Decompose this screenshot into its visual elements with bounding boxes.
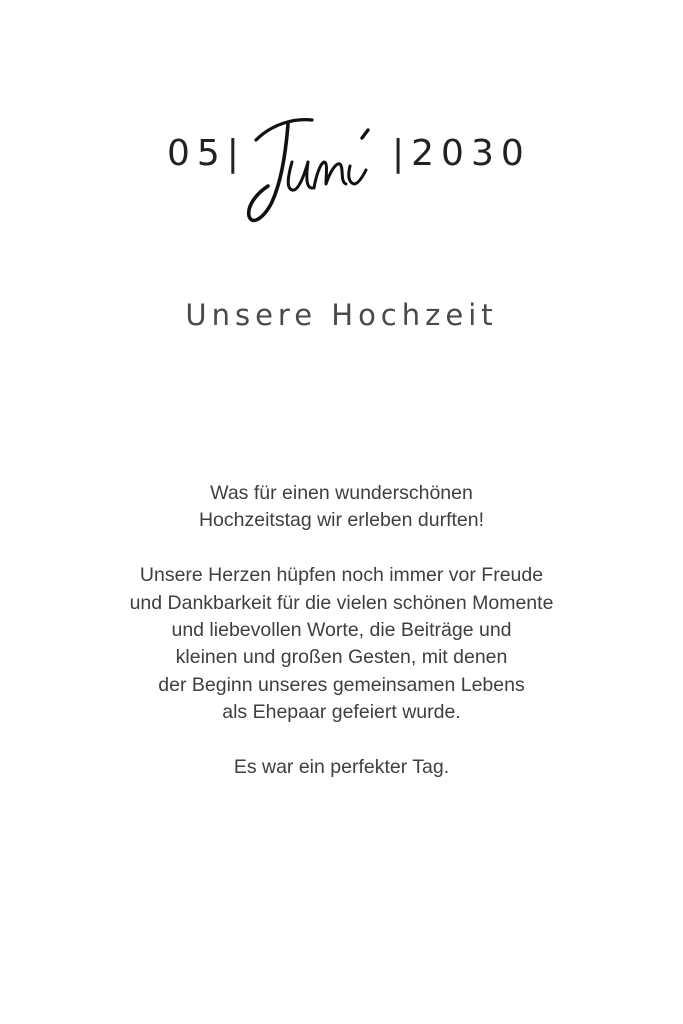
month-script-lettering: [242, 110, 392, 235]
message-line: und liebevollen Worte, die Beiträge und: [171, 619, 512, 642]
thank-you-message: [0, 480, 683, 809]
date-header: [0, 110, 683, 240]
page-title: Unsere Hochzeit: [185, 298, 498, 332]
message-line: als Ehepaar gefeiert wurde.: [222, 701, 461, 724]
message-paragraph-3: [0, 754, 683, 781]
message-line: Unsere Herzen hüpfen noch immer vor Freude: [139, 564, 544, 587]
message-line: Was für einen wunderschönen: [210, 482, 473, 504]
message-line: Hochzeitstag wir erleben durften!: [198, 509, 485, 532]
month-script-graphic: [242, 110, 392, 235]
date-day: 05|: [167, 133, 246, 174]
message-closing-line: Es war ein perfekter Tag.: [233, 756, 450, 779]
date-year: |2030: [392, 133, 531, 174]
message-line: kleinen und großen Gesten, mit denen: [175, 646, 508, 669]
message-paragraph-2: [0, 562, 683, 726]
message-line: und Dankbarkeit für die vielen schönen Momente: [129, 591, 554, 614]
message-paragraph-1: [0, 480, 683, 535]
message-line: der Beginn unseres gemeinsamen Lebens: [158, 673, 525, 696]
